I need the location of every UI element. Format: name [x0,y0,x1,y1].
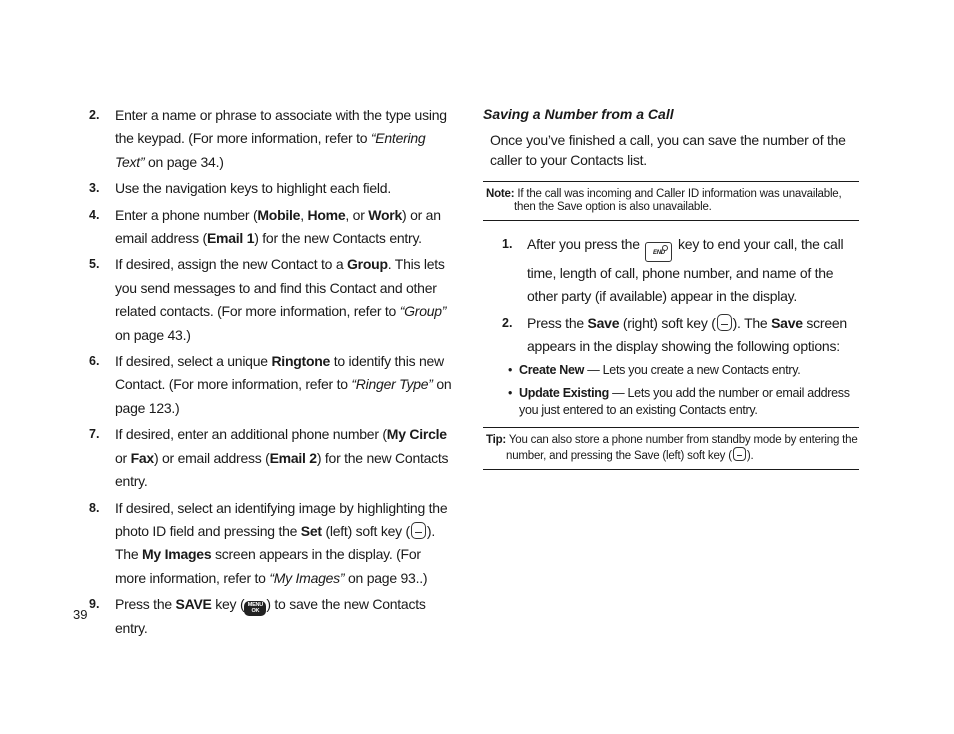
bold-term: Save [587,314,620,331]
cross-reference: “My Images” [269,569,345,586]
menu-key-label: MENU [247,602,263,609]
text-run: key to end your call, the call time, length of call, phone number, and name of the other party (if available) appear in the display. [527,236,844,305]
step-number: 3. [89,181,100,196]
left-column [89,104,454,643]
step-item [502,312,859,359]
step-text [115,423,454,493]
bold-term: Mobile [257,206,301,223]
step-item [89,204,454,251]
softkey-icon [733,447,746,461]
bold-term: Set [300,522,322,539]
option-label: Update Existing [519,386,609,401]
text-run: ). The [732,314,772,331]
text-run: ). The [115,522,435,563]
text-run: Enter a phone number ( [115,206,258,223]
step-item [89,350,454,420]
step-number: 8. [89,500,100,515]
step-number: 5. [89,257,100,272]
bold-term: Group [347,256,388,273]
step-number: 2. [502,315,513,330]
bold-term: Work [368,206,403,223]
intro-paragraph: Once you’ve finished a call, you can save the number of the caller to your Contacts list. [490,132,846,168]
step-text [115,253,454,347]
text-run: on page 43.) [115,326,191,343]
step-text [115,104,454,174]
menu-ok-key-icon [244,601,266,616]
step-text [115,204,454,251]
step-text [527,312,859,359]
text-run: ) to save the new Contacts entry. [115,596,426,636]
option-list [508,362,859,419]
text-run: If desired, select an identifying image by highlighting the photo ID field and pressing the [115,499,448,539]
text-run: key ( [211,596,245,613]
cross-reference: “Ringer Type” [351,376,433,393]
step-item [89,423,454,493]
text-run: ) or email address ( [153,449,270,466]
text-run: (right) soft key ( [619,314,716,331]
text-run: If desired, assign the new Contact to a [115,256,348,273]
tip-label: Tip: [486,434,507,447]
step-number: 4. [89,207,100,222]
step-item [89,177,454,200]
tip-text-line1: You can also store a phone number from standby mode by entering the [506,434,858,447]
text-run: Press the [115,596,176,613]
tip-text-line2: number, and pressing the Save (left) soft key ( [506,450,732,463]
bullet-icon: • [508,386,513,401]
step-text [527,233,859,309]
text-run: (left) soft key ( [321,522,410,539]
text-run: Use the navigation keys to highlight each field. [115,180,391,197]
end-key-icon: END [645,242,672,262]
text-run: on page 123.) [115,376,452,416]
text-run: screen appears in the display showing the following options: [527,314,847,355]
text-run: on page 93..) [344,569,428,586]
note-label: Note: [486,188,515,200]
step-item [89,593,454,640]
text-run: ) or an email address ( [115,206,441,247]
section-title: Saving a Number from a Call [483,106,674,122]
tip-box [483,427,859,470]
step-item [89,104,454,174]
step-number: 6. [89,354,100,369]
text-run: , or [345,206,369,223]
ok-key-label: OK [251,608,260,615]
note-box [483,181,859,221]
step-number: 9. [89,597,100,612]
step-text [115,350,454,420]
cross-reference: “Group” [399,303,447,320]
option-description: — Lets you create a new Contacts entry. [584,362,801,377]
text-run: . This lets you send messages to and find this Contact and other related contacts. (For more information, refer to [115,256,445,320]
bold-term: Home [307,206,346,223]
bold-term: Fax [130,449,154,466]
page-number: 39 [73,607,88,622]
text-run: If desired, enter an additional phone number ( [115,426,387,443]
bold-term: My Circle [386,426,447,443]
text-run: to identify this new Contact. (For more information, refer to [115,353,444,393]
option-label: Create New [519,362,585,377]
text-run: Enter a name or phrase to associate with the type using the keypad. (For more information, refer to [115,107,447,147]
bold-term: SAVE [175,596,212,613]
bold-term: Email 2 [269,449,317,466]
option-item [508,362,859,379]
note-text-line2: then the Save option is also unavailable. [514,201,712,213]
step-number: 7. [89,427,100,442]
tip-text-line2-end: ). [746,450,754,463]
text-run: , [300,206,308,223]
text-run: ) for the new Contacts entry. [254,230,422,247]
right-steps [483,233,859,359]
bold-term: Email 1 [206,230,255,247]
bold-term: Ringtone [271,353,331,370]
cross-reference: “Entering Text” [115,130,426,170]
bullet-icon: • [508,362,513,377]
text-run: ) for the new Contacts entry. [115,449,449,490]
step-number: 1. [502,237,513,251]
bold-term: Save [771,314,803,331]
step-item [89,253,454,347]
text-run: After you press the [527,236,644,252]
text-run: If desired, select a unique [115,353,272,370]
step-number: 2. [89,108,100,122]
note-text-line1: If the call was incoming and Caller ID information was unavailable, [514,188,842,200]
text-run: screen appears in the display. (For more information, refer to [115,546,421,586]
step-text [115,497,454,591]
step-text [115,593,454,640]
text-run: Press the [527,314,588,331]
step-item [89,497,454,591]
option-item [508,385,859,418]
bold-term: My Images [142,546,212,563]
step-text [115,177,454,200]
option-description: — Lets you add the number or email address you just entered to an existing Contacts entry. [519,386,850,417]
softkey-icon [717,314,732,331]
text-run: or [115,449,131,466]
step-item [502,233,859,309]
right-column [483,104,859,470]
text-run: on page 34.) [144,153,224,170]
softkey-icon [411,522,426,539]
